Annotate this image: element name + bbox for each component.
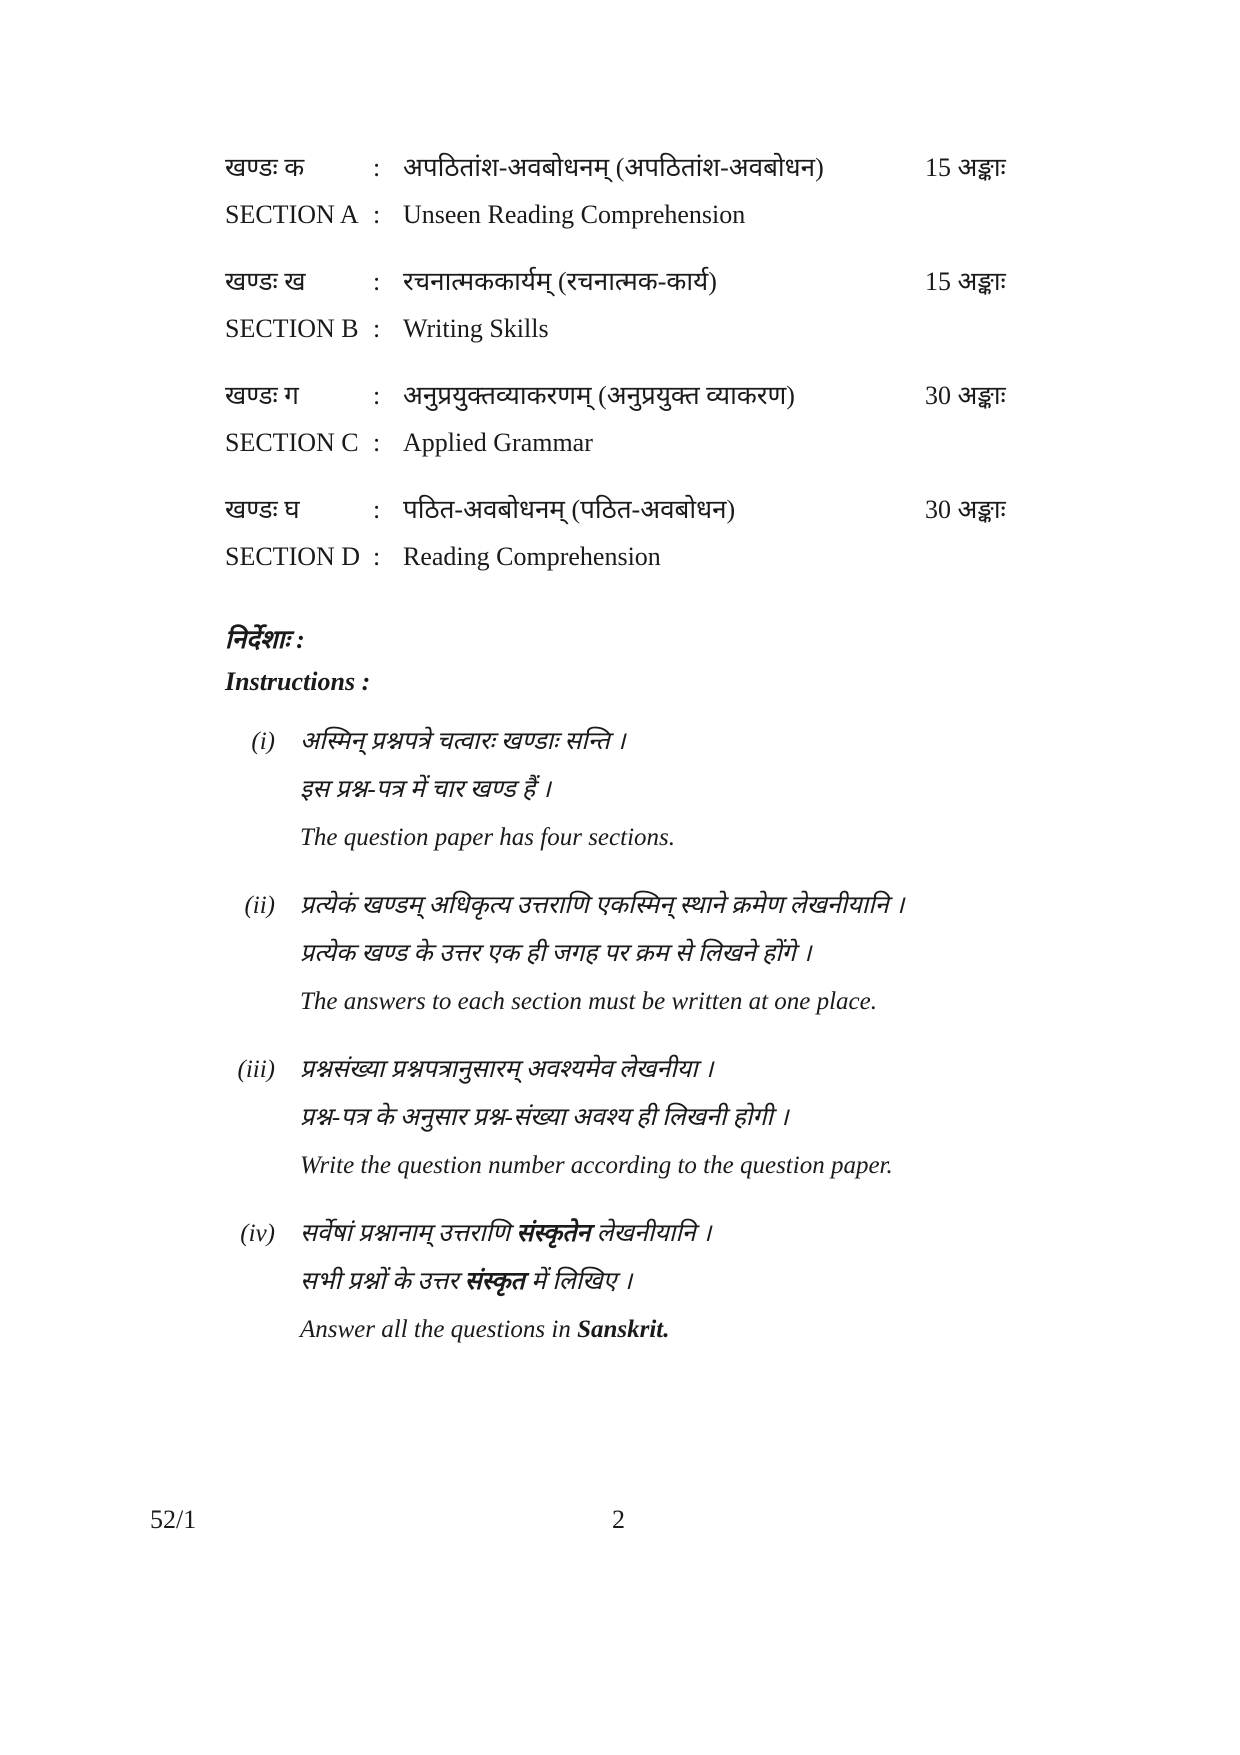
section-code-hindi: खण्डः घ <box>225 495 300 524</box>
instruction-text: सर्वेषां प्रश्नानाम् उत्तराणि <box>300 1220 517 1247</box>
separator-colon: : <box>373 495 381 524</box>
section-a-english-row <box>225 195 1025 235</box>
instruction-english: The answers to each section must be written at one place. <box>300 988 878 1015</box>
paper-code: 52/1 <box>150 1505 197 1534</box>
instruction-sanskrit: प्रश्नसंख्या प्रश्नपत्रानुसारम् अवश्यमेव लेखनीया । <box>300 1056 714 1083</box>
instruction-hindi <box>300 1262 632 1302</box>
instruction-english: Write the question number according to the question paper. <box>300 1152 893 1179</box>
section-marks: 15 अङ्काः <box>925 267 1006 296</box>
separator-colon: : <box>373 267 381 296</box>
section-title-english: Reading Comprehension <box>403 542 661 571</box>
section-title-english: Writing Skills <box>403 314 549 343</box>
instruction-text: Answer all the questions in <box>300 1316 578 1343</box>
instruction-hindi: प्रश्न-पत्र के अनुसार प्रश्न-संख्या अवश्य ही लिखनी होगी । <box>300 1104 789 1131</box>
section-b-hindi-row <box>225 262 1025 302</box>
section-title-english: Unseen Reading Comprehension <box>403 200 746 229</box>
instruction-text: लेखनीयानि । <box>590 1220 712 1247</box>
instructions-heading-english: Instructions : <box>225 667 371 696</box>
section-code-hindi: खण्डः ग <box>225 381 299 410</box>
separator-colon: : <box>373 153 381 182</box>
instruction-text: सभी प्रश्नों के उत्तर <box>300 1268 465 1295</box>
section-marks: 30 अङ्काः <box>925 381 1006 410</box>
section-c-hindi-row <box>225 376 1025 416</box>
emphasis-text: Sanskrit. <box>577 1316 670 1343</box>
section-code-english: SECTION D <box>225 542 361 571</box>
separator-colon: : <box>373 314 381 343</box>
instruction-hindi: इस प्रश्न-पत्र में चार खण्ड हैं । <box>300 776 551 803</box>
instruction-number: (ii) <box>244 892 275 919</box>
section-title-hindi: रचनात्मककार्यम् (रचनात्मक-कार्य) <box>403 267 717 296</box>
section-code-english: SECTION A <box>225 200 359 229</box>
instruction-hindi: प्रत्येक खण्ड के उत्तर एक ही जगह पर क्रम से लिखने होंगे । <box>300 940 812 967</box>
section-code-english: SECTION C <box>225 428 359 457</box>
emphasis-text: संस्कृतेन <box>516 1220 591 1247</box>
section-marks: 15 अङ्काः <box>925 153 1006 182</box>
instruction-number: (iii) <box>237 1056 275 1083</box>
instruction-text: में लिखिए । <box>524 1268 633 1295</box>
instruction-sanskrit: अस्मिन् प्रश्नपत्रे चत्वारः खण्डाः सन्ति । <box>300 728 626 755</box>
section-code-hindi: खण्डः क <box>225 153 305 182</box>
section-d-english-row <box>225 537 1025 577</box>
separator-colon: : <box>373 200 381 229</box>
page-number: 2 <box>612 1505 625 1534</box>
section-c-english-row <box>225 423 1025 463</box>
section-a-hindi-row <box>225 148 1025 188</box>
section-title-hindi: पठित-अवबोधनम् (पठित-अवबोधन) <box>403 495 736 524</box>
section-code-english: SECTION B <box>225 314 359 343</box>
instruction-sanskrit: प्रत्येकं खण्डम् अधिकृत्य उत्तराणि एकस्मिन् स्थाने क्रमेण लेखनीयानि । <box>300 892 905 919</box>
instruction-english: The question paper has four sections. <box>300 824 675 851</box>
section-b-english-row <box>225 309 1025 349</box>
instruction-number: (i) <box>251 728 275 755</box>
section-marks: 30 अङ्काः <box>925 495 1006 524</box>
section-d-hindi-row <box>225 490 1025 530</box>
instructions-heading-hindi: निर्देशाः : <box>225 625 305 654</box>
instruction-english <box>300 1310 670 1350</box>
emphasis-text: संस्कृत <box>464 1268 525 1295</box>
section-title-hindi: अनुप्रयुक्तव्याकरणम् (अनुप्रयुक्त व्याकरण) <box>403 381 795 410</box>
section-code-hindi: खण्डः ख <box>225 267 306 296</box>
separator-colon: : <box>373 428 381 457</box>
section-title-english: Applied Grammar <box>403 428 593 457</box>
instruction-sanskrit <box>300 1214 711 1254</box>
separator-colon: : <box>373 381 381 410</box>
separator-colon: : <box>373 542 381 571</box>
section-title-hindi: अपठितांश-अवबोधनम् (अपठितांश-अवबोधन) <box>403 153 824 182</box>
instruction-number: (iv) <box>240 1220 275 1247</box>
